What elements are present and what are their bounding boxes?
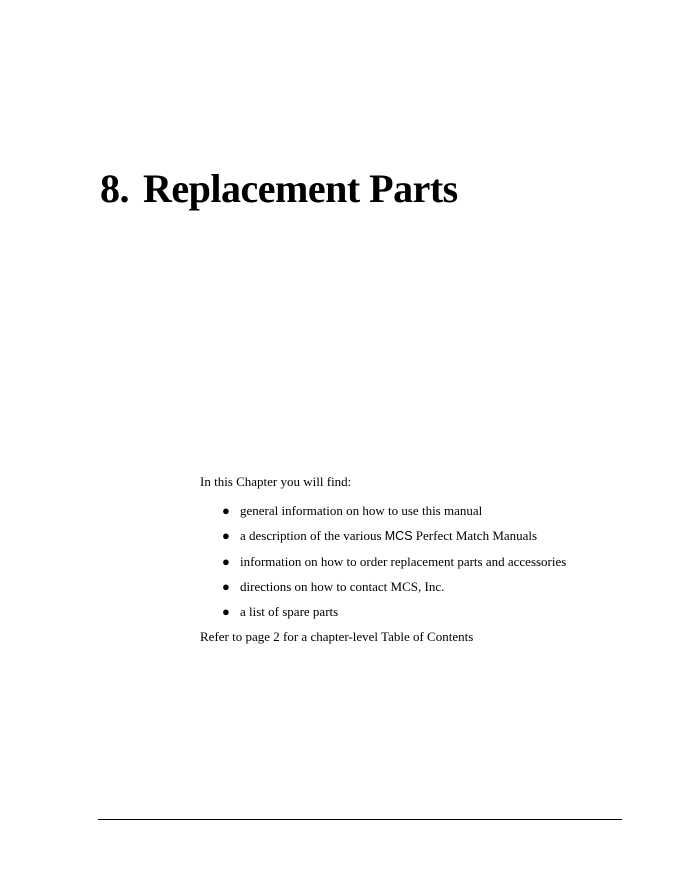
list-item-text-after: Perfect Match Manuals [412, 528, 538, 544]
list-item [200, 603, 566, 628]
chapter-title-text: Replacement Parts [143, 166, 458, 211]
list-item-text: directions on how to contact MCS, Inc. [240, 578, 445, 594]
chapter-contents-list [200, 502, 566, 628]
brand-name: MCS [384, 529, 413, 544]
list-item-text: information on how to order replacement parts and accessories [240, 553, 567, 569]
bullet-icon: ● [222, 578, 230, 594]
bullet-icon: ● [222, 503, 230, 518]
bullet-icon: ● [222, 553, 230, 569]
list-item-text: a list of spare parts [240, 604, 339, 620]
bullet-icon: ● [222, 604, 230, 620]
list-item-text-before: a description of the various [240, 528, 385, 544]
list-item [200, 502, 566, 527]
footer-rule [98, 819, 622, 820]
chapter-intro: In this Chapter you will find: [200, 474, 352, 489]
toc-reference: Refer to page 2 for a chapter-level Table of Contents [200, 629, 474, 644]
chapter-number: 8. [100, 166, 129, 211]
list-item [200, 553, 566, 578]
chapter-title [100, 165, 458, 213]
list-item [200, 578, 566, 603]
bullet-icon: ● [222, 528, 230, 544]
list-item-text: general information on how to use this manual [240, 503, 483, 518]
list-item [200, 527, 566, 552]
